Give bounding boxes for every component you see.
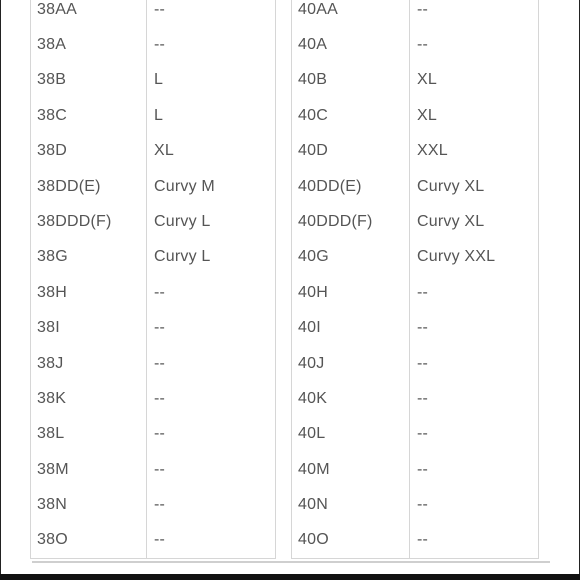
garment-size-cell: L [154, 106, 164, 124]
garment-size-cell: -- [417, 389, 429, 407]
garment-size-cell: -- [154, 531, 166, 549]
table-row [31, 275, 276, 310]
band-size-cell: 40M [292, 452, 410, 487]
table-row [292, 63, 539, 98]
band-size-cell: 40J [292, 346, 410, 381]
garment-size-cell: Curvy XL [417, 213, 485, 231]
band-size-cell: 38K [31, 381, 147, 416]
garment-size-cell: Curvy XXL [417, 248, 496, 266]
table-row [31, 240, 276, 275]
table-row [292, 275, 539, 310]
garment-size-cell: -- [417, 460, 429, 478]
table-row [31, 134, 276, 169]
garment-size-cell: -- [417, 36, 429, 54]
table-row [31, 311, 276, 346]
table-row [292, 311, 539, 346]
band-size-cell: 40AA [292, 0, 410, 27]
band-size-cell: 40K [292, 381, 410, 416]
garment-size-cell: -- [154, 283, 166, 301]
table-row [31, 381, 276, 416]
table-row [292, 487, 539, 522]
band-size-cell: 38G [31, 240, 147, 275]
table-row [31, 169, 276, 204]
table-row [31, 346, 276, 381]
band-size-cell: 38L [31, 417, 147, 452]
table-row [31, 0, 276, 27]
table-row [292, 0, 539, 27]
garment-size-cell: Curvy XL [417, 177, 485, 195]
garment-size-cell: -- [417, 425, 429, 443]
band-size-cell: 40D [292, 134, 410, 169]
garment-size-cell: L [154, 71, 164, 89]
table-row [31, 98, 276, 133]
size-table-38-body [31, 0, 276, 558]
garment-size-cell: -- [417, 496, 429, 514]
garment-size-cell: -- [154, 425, 166, 443]
garment-size-cell: -- [154, 354, 166, 372]
band-size-cell: 40DDD(F) [292, 204, 410, 239]
band-size-cell: 40L [292, 417, 410, 452]
band-size-cell: 38A [31, 27, 147, 62]
garment-size-cell: -- [417, 354, 429, 372]
band-size-cell: 40H [292, 275, 410, 310]
garment-size-cell: Curvy M [154, 177, 215, 195]
band-size-cell: 38AA [31, 0, 147, 27]
size-table-40 [291, 0, 539, 559]
table-row [292, 169, 539, 204]
garment-size-cell: -- [154, 389, 166, 407]
band-size-cell: 40G [292, 240, 410, 275]
band-size-cell: 38DDD(F) [31, 204, 147, 239]
table-row [31, 487, 276, 522]
table-row [31, 63, 276, 98]
table-row [292, 381, 539, 416]
garment-size-cell: -- [417, 0, 429, 18]
garment-size-cell: -- [154, 460, 166, 478]
table-row [292, 523, 539, 558]
size-table-38 [30, 0, 276, 559]
table-row [292, 452, 539, 487]
garment-size-cell: Curvy L [154, 248, 211, 266]
garment-size-cell: -- [154, 319, 166, 337]
table-row [31, 452, 276, 487]
band-size-cell: 38B [31, 63, 147, 98]
garment-size-cell: XXL [417, 142, 448, 160]
band-size-cell: 40C [292, 98, 410, 133]
garment-size-cell: -- [417, 283, 429, 301]
table-row [292, 27, 539, 62]
garment-size-cell: XL [154, 142, 174, 160]
band-size-cell: 38H [31, 275, 147, 310]
garment-size-cell: -- [417, 531, 429, 549]
band-size-cell: 40A [292, 27, 410, 62]
table-row [292, 240, 539, 275]
table-row [31, 204, 276, 239]
bottom-bar [0, 574, 580, 580]
size-table-40-body [292, 0, 539, 558]
table-row [292, 204, 539, 239]
band-size-cell: 38I [31, 311, 147, 346]
band-size-cell: 38N [31, 487, 147, 522]
garment-size-cell: XL [417, 71, 437, 89]
table-row [292, 346, 539, 381]
table-row [31, 523, 276, 558]
garment-size-cell: XL [417, 106, 437, 124]
garment-size-cell: -- [154, 496, 166, 514]
table-row [31, 417, 276, 452]
table-row [292, 98, 539, 133]
table-row [31, 27, 276, 62]
garment-size-cell: -- [154, 0, 166, 18]
garment-size-cell: -- [417, 319, 429, 337]
band-size-cell: 38D [31, 134, 147, 169]
garment-size-cell: Curvy L [154, 213, 211, 231]
table-row [292, 417, 539, 452]
table-row [292, 134, 539, 169]
band-size-cell: 38C [31, 98, 147, 133]
band-size-cell: 40O [292, 523, 410, 558]
band-size-cell: 38M [31, 452, 147, 487]
band-size-cell: 38J [31, 346, 147, 381]
band-size-cell: 38O [31, 523, 147, 558]
band-size-cell: 38DD(E) [31, 169, 147, 204]
garment-size-cell: -- [154, 36, 166, 54]
band-size-cell: 40N [292, 487, 410, 522]
band-size-cell: 40DD(E) [292, 169, 410, 204]
band-size-cell: 40I [292, 311, 410, 346]
divider-line [32, 561, 550, 563]
band-size-cell: 40B [292, 63, 410, 98]
